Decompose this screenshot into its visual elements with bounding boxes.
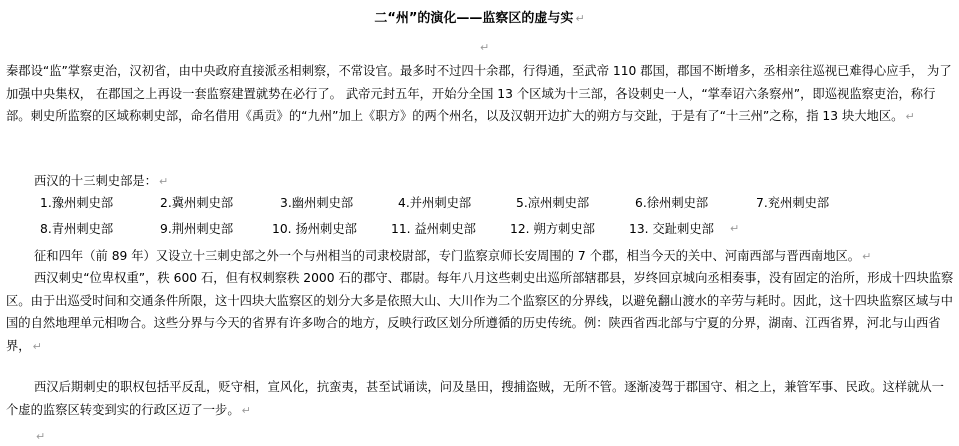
empty-paragraph-mark-icon: ↵ (480, 41, 490, 54)
title-text: 二“州”的演化——监察区的虚与实 (374, 11, 574, 26)
region-item: 13. 交趾刺史部 (629, 222, 714, 236)
paragraph-mark-icon: ↵ (32, 339, 42, 353)
paragraph-mark-icon: ↵ (905, 110, 915, 123)
region-item: 6.徐州刺史部 (635, 196, 709, 210)
paragraph-thirteen-regions-intro: 西汉的十三刺史部是： ↵ (34, 174, 169, 188)
paragraph-mark-icon: ↵ (730, 222, 740, 235)
document-title (0, 10, 959, 28)
region-item: 7.兖州刺史部 (756, 196, 830, 210)
region-item: 9.荆州刺史部 (160, 222, 234, 236)
region-item: 12. 朔方刺史部 (510, 222, 595, 236)
paragraph-fourteen-regions: 西汉刺史“位卑权重”，秩 600 石，但有权刺察秩 2000 石的郡守、郡尉。每年八月这些刺史出巡所部辖郡县，岁终回京城向丞相奏事，没有固定的治所，形成十四块监察区。由于出巡受时间和交通条件所限，这十四块大监察区的划分大多是依照大山、大川作为二个监察区的分界线，以避免翻山渡水的辛劳与耗时。因此，这十四块监察区域与中国的自然地理单元相吻合。这些分界与今天的省界有许多吻合的地方，反映行政区划分所遵循的历史传统。例：陕西省西北部与宁夏的分界，湖南、江西省界，河北与山西省界， ↵ (6, 271, 954, 353)
end-paragraph-mark-icon: ↵ (36, 430, 46, 443)
region-item: 3.幽州刺史部 (280, 196, 354, 210)
region-item: 10. 扬州刺史部 (272, 222, 357, 236)
region-item: 8.青州刺史部 (40, 222, 114, 236)
paragraph-mark-icon: ↵ (158, 175, 169, 188)
region-item: 11. 益州刺史部 (391, 222, 476, 236)
region-item: 1.豫州刺史部 (40, 196, 114, 210)
region-item: 5.凉州刺史部 (516, 196, 590, 210)
paragraph-mark-icon: ↵ (575, 12, 585, 25)
region-item: 2.冀州刺史部 (160, 196, 234, 210)
paragraph-late-han-inspectors: 西汉后期刺史的职权包括平反乱，贬守相，宣风化，抗蛮夷，甚至试诵读，问及垦田，搜捕盗贼，无所不管。逐渐凌驾于郡国守、相之上，兼管军事、民政。这样就从一个虚的监察区转变到实的行政区迈了一步。 ↵ (6, 380, 944, 417)
region-item: 4.并州刺史部 (398, 196, 472, 210)
paragraph-mark-icon: ↵ (862, 250, 872, 263)
paragraph-mark-icon: ↵ (241, 403, 251, 417)
paragraph-qin-han-supervision: 秦郡设“监”掌察吏治，汉初省，由中央政府直接派丞相刺察，不常设官。最多时不过四十余郡，行得通，至武帝 110 郡国，郡国不断增多，丞相亲往巡视已难得心应手， 为了加强中央集权， 在郡国之上再设一套监察建置就势在必行了。 武帝元封五年，开始分全国 13 个区域为十三部，各设刺史一人，“掌奉诏六条察州”，即巡视监察吏治，称行部。刺史所监察的区域称刺史部，命名借用《禹贡》的“九州”加上《职方》的两个州名，以及汉朝开边扩大的朔方与交趾，于是有了“十三州”之称，指 13 块大地区。 ↵ (6, 64, 952, 123)
paragraph-sili-xiaowei: 征和四年（前 89 年）又设立十三刺史部之外一个与州相当的司隶校尉部，专门监察京师长安周围的 7 个郡，相当今天的关中、河南西部与晋西南地区。 ↵ (34, 249, 872, 263)
